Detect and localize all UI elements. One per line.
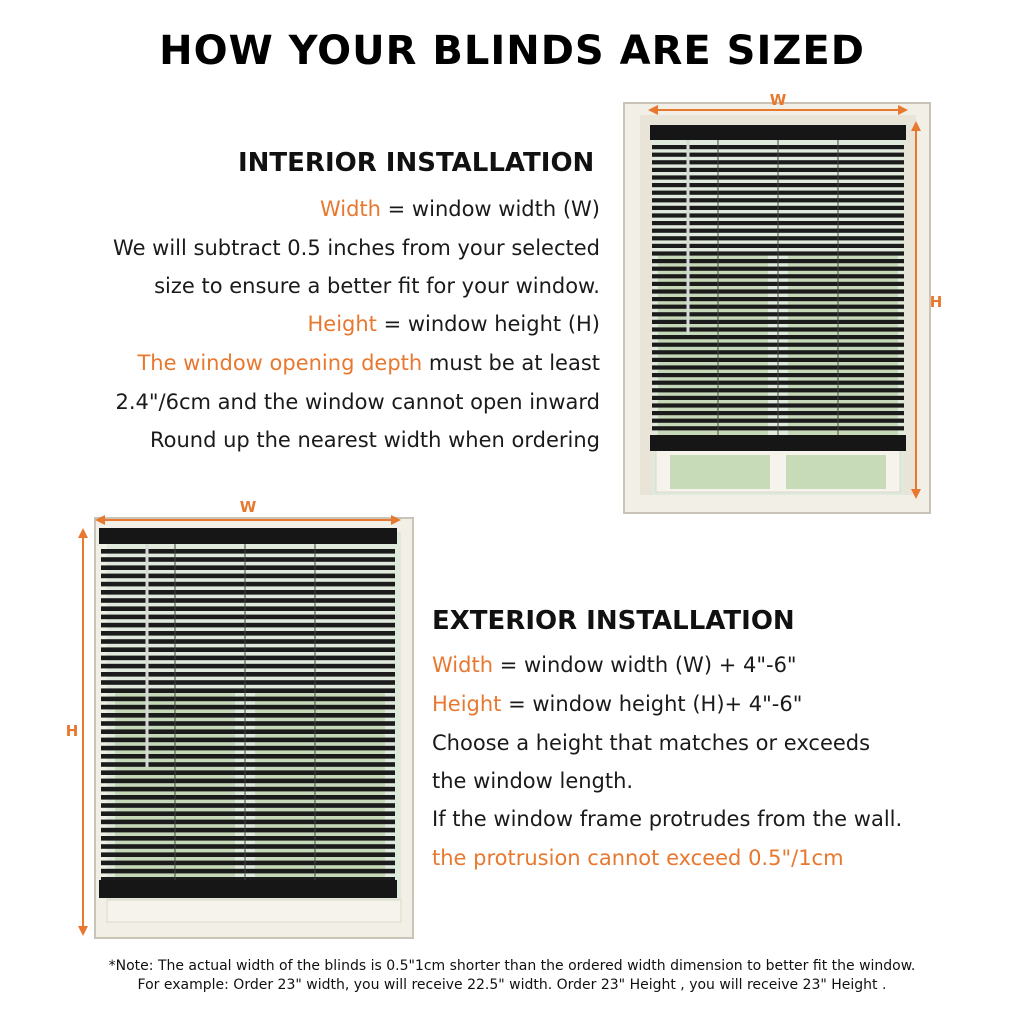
blind-slat (101, 664, 395, 669)
page-title: HOW YOUR BLINDS ARE SIZED (159, 28, 865, 74)
blind-slat (101, 787, 395, 792)
interior-width-line (320, 197, 600, 221)
arrow-head (78, 528, 88, 538)
headrail (99, 528, 397, 544)
blind-slats (101, 549, 395, 882)
exterior-width-text: = window width (W) + 4"-6" (493, 653, 797, 677)
interior-subtract-line1: We will subtract 0.5 inches from your selected (113, 236, 600, 260)
interior-width-label: Width (319, 197, 381, 221)
blind-slat (101, 590, 395, 595)
bottom-rail (650, 435, 906, 451)
blind-slat (101, 647, 395, 652)
blind-slat (101, 729, 395, 734)
interior-w-label: W (769, 91, 787, 109)
blind-slat (101, 697, 395, 702)
blind-slat (101, 631, 395, 636)
exterior-width-label: Width (432, 653, 494, 677)
interior-subtract-line2: size to ensure a better fit for your window. (154, 274, 600, 298)
exterior-heading: EXTERIOR INSTALLATION (432, 606, 795, 636)
lower-pane (107, 900, 401, 922)
blind-slat (101, 598, 395, 603)
interior-heading: INTERIOR INSTALLATION (238, 148, 595, 178)
exterior-frame-line: If the window frame protrudes from the wall. (432, 807, 903, 831)
blind-slat (101, 828, 395, 833)
blind-slat (101, 779, 395, 784)
exterior-height-line (432, 692, 802, 716)
blind-slat (101, 606, 395, 611)
blind-slat (101, 836, 395, 841)
blind-slat (101, 762, 395, 767)
lower-pane-glass (786, 455, 886, 489)
exterior-height-label: Height (432, 692, 502, 716)
blind-slat (101, 803, 395, 808)
blind-slat (101, 795, 395, 800)
blind-slat (101, 713, 395, 718)
exterior-choose-line1: Choose a height that matches or exceeds (432, 731, 871, 755)
interior-depth-line (137, 351, 600, 375)
blind-slat (101, 738, 395, 743)
headrail (650, 125, 906, 140)
note-line2: For example: Order 23" width, you will receive 22.5" width. Order 23" Height , you will receive 23" Height . (137, 977, 887, 993)
blind-slat (101, 574, 395, 579)
blind-slat (101, 852, 395, 857)
interior-round-line: Round up the nearest width when ordering (149, 428, 600, 452)
exterior-window-diagram (55, 492, 415, 947)
interior-depth-label: The window opening depth (137, 351, 423, 375)
blind-slat (101, 549, 395, 554)
exterior-width-line (432, 653, 797, 677)
blind-slat (101, 582, 395, 587)
blind-slat (101, 688, 395, 693)
blind-slat (101, 565, 395, 570)
interior-depth-line2: 2.4"/6cm and the window cannot open inward (115, 390, 600, 414)
blind-slat (101, 746, 395, 751)
interior-depth-text: must be at least (422, 351, 600, 375)
blind-slat (101, 861, 395, 866)
blind-slat (101, 754, 395, 759)
interior-height-line (307, 312, 600, 336)
arrow-head (78, 926, 88, 936)
blind-slat (101, 672, 395, 677)
blind-slat (101, 820, 395, 825)
interior-height-label: Height (307, 312, 377, 336)
blind-slat (101, 811, 395, 816)
exterior-protrusion-line: the protrusion cannot exceed 0.5"/1cm (432, 846, 844, 870)
exterior-choose-line2: the window length. (432, 769, 634, 793)
exterior-w-label: W (239, 498, 257, 516)
interior-window-diagram (618, 85, 948, 520)
blind-slat (101, 869, 395, 874)
interior-width-text: = window width (W) (380, 197, 600, 221)
blind-slat (101, 615, 395, 620)
interior-height-text: = window height (H) (376, 312, 600, 336)
exterior-h-label: H (65, 722, 79, 740)
blind-slat (101, 656, 395, 661)
bottom-rail (99, 880, 397, 898)
lower-pane-glass (670, 455, 770, 489)
blind-slat (101, 721, 395, 726)
blind-slat (101, 623, 395, 628)
blind-slat (101, 680, 395, 685)
note-line1: *Note: The actual width of the blinds is 0.5"1cm shorter than the ordered width dimension to better fit the window. (108, 958, 916, 974)
blind-slat (101, 844, 395, 849)
blind-slat (101, 770, 395, 775)
blind-slat (101, 639, 395, 644)
blind-slat (101, 557, 395, 562)
exterior-height-text: = window height (H)+ 4"-6" (501, 692, 803, 716)
interior-h-label: H (929, 293, 943, 311)
blind-slat (101, 705, 395, 710)
